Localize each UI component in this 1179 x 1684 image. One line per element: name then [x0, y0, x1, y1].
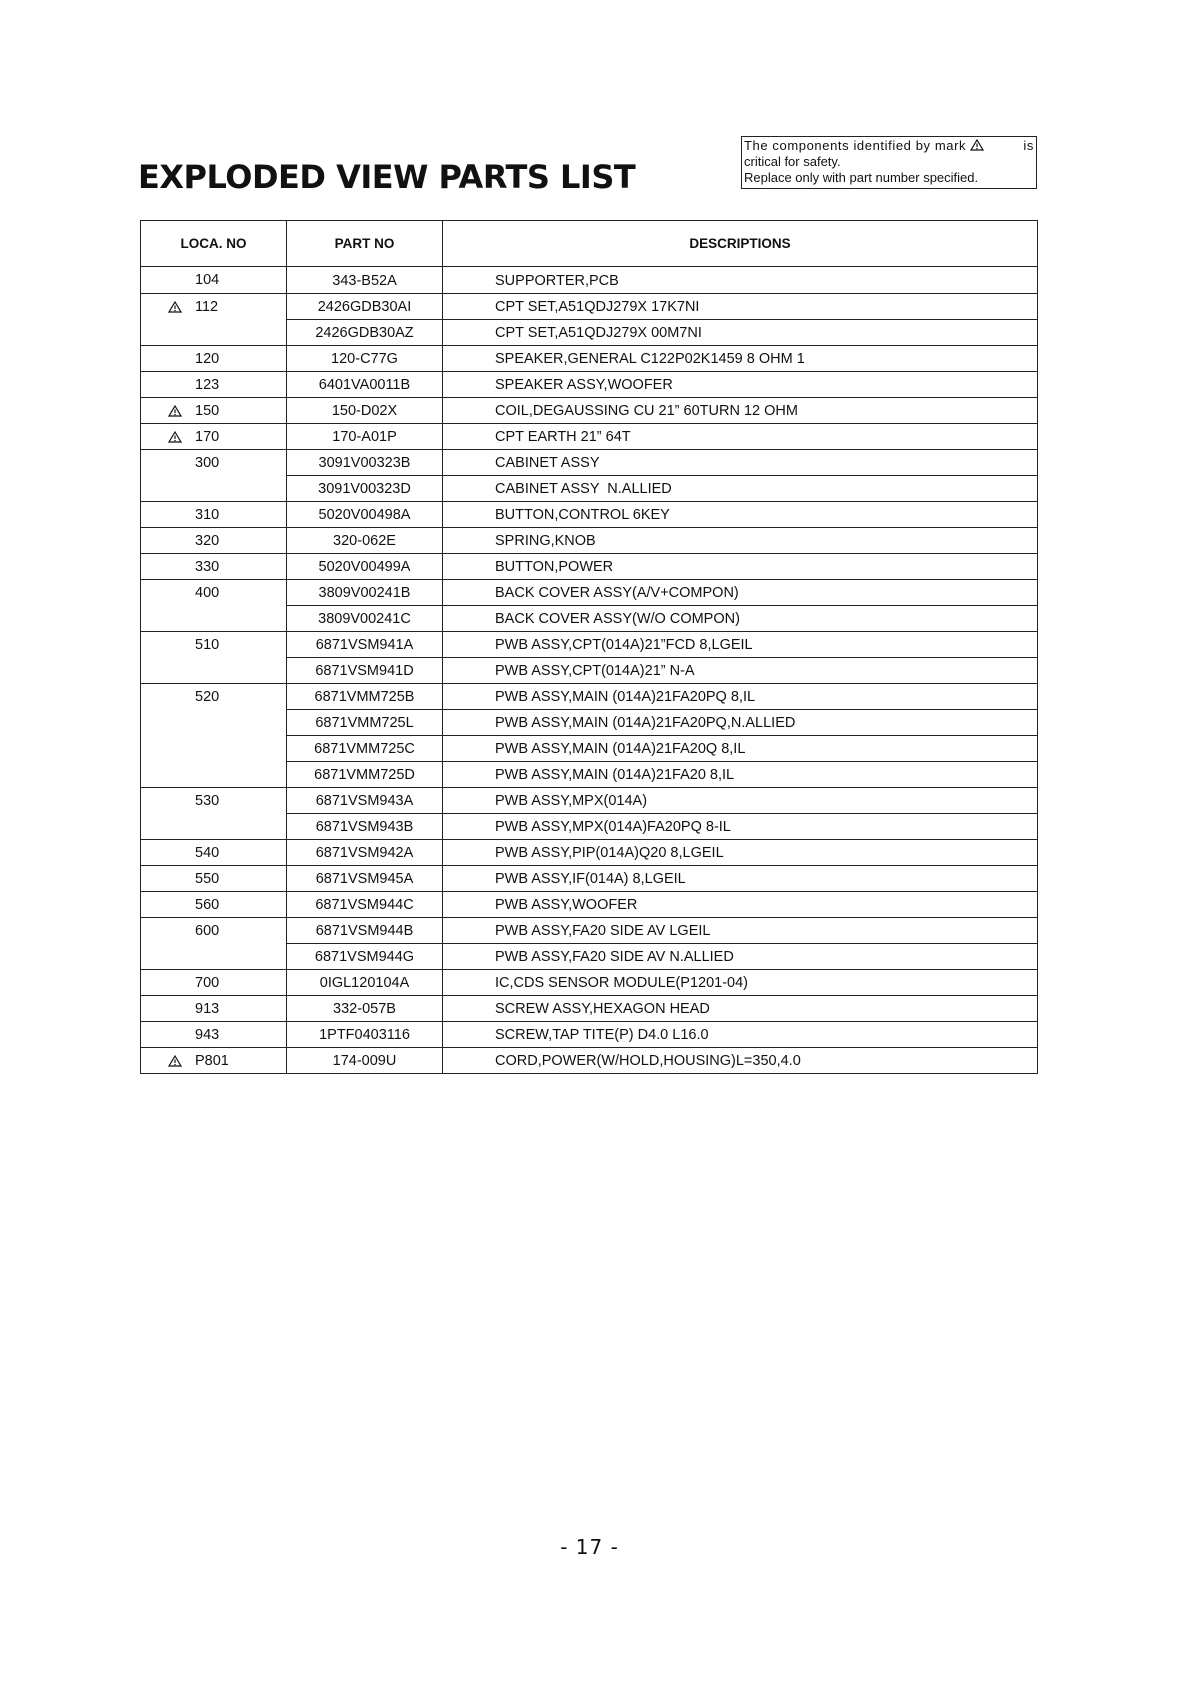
- table-row: [141, 762, 1038, 788]
- loca-no-text: 150: [195, 403, 220, 419]
- loca-no-text: 120: [195, 351, 220, 367]
- cell-description: CORD,POWER(W/HOLD,HOUSING)L=350,4.0: [443, 1048, 1038, 1074]
- table-row: [141, 866, 1038, 892]
- header-part-no: PART NO: [287, 221, 443, 267]
- table-row: [141, 580, 1038, 606]
- table-row: [141, 372, 1038, 398]
- cell-description: BACK COVER ASSY(A/V+COMPON): [443, 580, 1038, 606]
- cell-part-no: 2426GDB30AI: [287, 294, 443, 320]
- cell-part-no: 2426GDB30AZ: [287, 320, 443, 346]
- cell-part-no: 6401VA0011B: [287, 372, 443, 398]
- cell-loca-no: [141, 1022, 287, 1048]
- table-header-row: [141, 221, 1038, 267]
- cell-description: PWB ASSY,PIP(014A)Q20 8,LGEIL: [443, 840, 1038, 866]
- cell-part-no: 6871VSM945A: [287, 866, 443, 892]
- cell-loca-no: [141, 398, 287, 424]
- cell-description: CPT SET,A51QDJ279X 17K7NI: [443, 294, 1038, 320]
- cell-loca-no: [141, 866, 287, 892]
- table-row: [141, 424, 1038, 450]
- loca-no-text: 112: [195, 299, 219, 315]
- notice-line-1-tail: is: [1023, 138, 1034, 153]
- warning-triangle-icon: [168, 404, 182, 420]
- cell-description: SPEAKER,GENERAL C122P02K1459 8 OHM 1: [443, 346, 1038, 372]
- header-loca-no: LOCA. NO: [141, 221, 287, 267]
- cell-description: SPRING,KNOB: [443, 528, 1038, 554]
- table-row: [141, 840, 1038, 866]
- cell-description: PWB ASSY,MPX(014A): [443, 788, 1038, 814]
- cell-part-no: 332-057B: [287, 996, 443, 1022]
- table-row: [141, 658, 1038, 684]
- cell-loca-no: [141, 294, 287, 320]
- cell-part-no: 6871VMM725B: [287, 684, 443, 710]
- cell-loca-no: [141, 346, 287, 372]
- page-number: - 17 -: [560, 1535, 619, 1559]
- cell-description: SCREW,TAP TITE(P) D4.0 L16.0: [443, 1022, 1038, 1048]
- cell-part-no: 174-009U: [287, 1048, 443, 1074]
- cell-part-no: 3091V00323B: [287, 450, 443, 476]
- table-row: [141, 554, 1038, 580]
- loca-no-text: 943: [195, 1027, 220, 1043]
- cell-description: PWB ASSY,MAIN (014A)21FA20 8,IL: [443, 762, 1038, 788]
- cell-loca-no: [141, 1048, 287, 1074]
- table-row: [141, 918, 1038, 944]
- cell-part-no: 6871VSM942A: [287, 840, 443, 866]
- cell-loca-no: [141, 372, 287, 398]
- cell-part-no: 1PTF0403116: [287, 1022, 443, 1048]
- cell-part-no: 6871VSM943A: [287, 788, 443, 814]
- cell-part-no: 320-062E: [287, 528, 443, 554]
- loca-no-text: 320: [195, 533, 220, 549]
- loca-no-text: 123: [195, 377, 220, 393]
- safety-notice: [741, 136, 1037, 189]
- cell-loca-no: [141, 528, 287, 554]
- cell-loca-no: [141, 267, 287, 294]
- table-row: [141, 320, 1038, 346]
- cell-description: PWB ASSY,FA20 SIDE AV LGEIL: [443, 918, 1038, 944]
- table-row: [141, 710, 1038, 736]
- table-row: [141, 736, 1038, 762]
- loca-no-text: 540: [195, 845, 220, 861]
- cell-loca-no: [141, 736, 287, 762]
- table-row: [141, 814, 1038, 840]
- cell-description: IC,CDS SENSOR MODULE(P1201-04): [443, 970, 1038, 996]
- cell-part-no: 120-C77G: [287, 346, 443, 372]
- table-row: [141, 528, 1038, 554]
- cell-description: PWB ASSY,IF(014A) 8,LGEIL: [443, 866, 1038, 892]
- notice-line-3: Replace only with part number specified.: [744, 170, 979, 185]
- loca-no-text: P801: [195, 1053, 229, 1069]
- loca-no-text: 560: [195, 897, 220, 913]
- cell-part-no: 6871VSM943B: [287, 814, 443, 840]
- cell-part-no: 3809V00241C: [287, 606, 443, 632]
- loca-no-text: 104: [195, 272, 220, 288]
- cell-part-no: 6871VMM725C: [287, 736, 443, 762]
- cell-loca-no: [141, 450, 287, 476]
- cell-loca-no: [141, 606, 287, 632]
- cell-description: PWB ASSY,MPX(014A)FA20PQ 8-IL: [443, 814, 1038, 840]
- loca-no-text: 913: [195, 1001, 220, 1017]
- table-row: [141, 346, 1038, 372]
- table-row: [141, 502, 1038, 528]
- table-row: [141, 996, 1038, 1022]
- cell-description: COIL,DEGAUSSING CU 21” 60TURN 12 OHM: [443, 398, 1038, 424]
- cell-part-no: 5020V00499A: [287, 554, 443, 580]
- cell-part-no: 6871VSM944C: [287, 892, 443, 918]
- cell-loca-no: [141, 476, 287, 502]
- cell-part-no: 6871VSM941D: [287, 658, 443, 684]
- cell-loca-no: [141, 632, 287, 658]
- cell-loca-no: [141, 944, 287, 970]
- cell-part-no: 5020V00498A: [287, 502, 443, 528]
- loca-no-text: 600: [195, 923, 220, 939]
- cell-description: CPT EARTH 21” 64T: [443, 424, 1038, 450]
- table-row: [141, 970, 1038, 996]
- cell-part-no: 3091V00323D: [287, 476, 443, 502]
- cell-part-no: 6871VSM944B: [287, 918, 443, 944]
- cell-loca-no: [141, 658, 287, 684]
- loca-no-text: 300: [195, 455, 220, 471]
- cell-description: CPT SET,A51QDJ279X 00M7NI: [443, 320, 1038, 346]
- cell-loca-no: [141, 814, 287, 840]
- warning-triangle-icon: [168, 300, 182, 316]
- cell-description: PWB ASSY,MAIN (014A)21FA20Q 8,IL: [443, 736, 1038, 762]
- loca-no-text: 170: [195, 429, 220, 445]
- table-row: [141, 294, 1038, 320]
- cell-loca-no: [141, 580, 287, 606]
- cell-loca-no: [141, 970, 287, 996]
- cell-part-no: 6871VMM725D: [287, 762, 443, 788]
- warning-triangle-icon: [168, 430, 182, 446]
- loca-no-text: 510: [195, 637, 220, 653]
- table-row: [141, 684, 1038, 710]
- table-row: [141, 476, 1038, 502]
- parts-table: [140, 220, 1038, 1074]
- cell-loca-no: [141, 424, 287, 450]
- cell-part-no: 0IGL120104A: [287, 970, 443, 996]
- cell-part-no: 6871VSM941A: [287, 632, 443, 658]
- cell-description: CABINET ASSY N.ALLIED: [443, 476, 1038, 502]
- cell-loca-no: [141, 840, 287, 866]
- cell-description: PWB ASSY,WOOFER: [443, 892, 1038, 918]
- cell-description: PWB ASSY,CPT(014A)21”FCD 8,LGEIL: [443, 632, 1038, 658]
- cell-description: PWB ASSY,MAIN (014A)21FA20PQ 8,IL: [443, 684, 1038, 710]
- cell-part-no: 343-B52A: [287, 267, 443, 294]
- cell-description: BUTTON,CONTROL 6KEY: [443, 502, 1038, 528]
- cell-part-no: 170-A01P: [287, 424, 443, 450]
- table-row: [141, 788, 1038, 814]
- cell-description: PWB ASSY,CPT(014A)21” N-A: [443, 658, 1038, 684]
- table-row: [141, 450, 1038, 476]
- warning-triangle-icon: [168, 1054, 182, 1070]
- table-row: [141, 632, 1038, 658]
- cell-description: BACK COVER ASSY(W/O COMPON): [443, 606, 1038, 632]
- cell-loca-no: [141, 996, 287, 1022]
- page-title: EXPLODED VIEW PARTS LIST: [138, 158, 636, 196]
- cell-loca-no: [141, 710, 287, 736]
- warning-triangle-icon: [970, 139, 984, 151]
- cell-loca-no: [141, 918, 287, 944]
- cell-part-no: 150-D02X: [287, 398, 443, 424]
- cell-description: BUTTON,POWER: [443, 554, 1038, 580]
- cell-loca-no: [141, 684, 287, 710]
- loca-no-text: 700: [195, 975, 220, 991]
- loca-no-text: 400: [195, 585, 220, 601]
- cell-loca-no: [141, 892, 287, 918]
- loca-no-text: 310: [195, 507, 220, 523]
- table-row: [141, 398, 1038, 424]
- cell-part-no: 6871VMM725L: [287, 710, 443, 736]
- table-row: [141, 1048, 1038, 1074]
- cell-description: PWB ASSY,FA20 SIDE AV N.ALLIED: [443, 944, 1038, 970]
- cell-loca-no: [141, 502, 287, 528]
- table-row: [141, 1022, 1038, 1048]
- notice-line-1: The components identified by mark: [744, 138, 967, 153]
- header-descriptions: DESCRIPTIONS: [443, 221, 1038, 267]
- loca-no-text: 520: [195, 689, 220, 705]
- cell-description: SCREW ASSY,HEXAGON HEAD: [443, 996, 1038, 1022]
- table-row: [141, 267, 1038, 294]
- notice-line-2: critical for safety.: [744, 154, 841, 169]
- cell-loca-no: [141, 788, 287, 814]
- cell-loca-no: [141, 554, 287, 580]
- table-row: [141, 606, 1038, 632]
- table-row: [141, 892, 1038, 918]
- cell-loca-no: [141, 762, 287, 788]
- cell-description: PWB ASSY,MAIN (014A)21FA20PQ,N.ALLIED: [443, 710, 1038, 736]
- cell-description: SUPPORTER,PCB: [443, 267, 1038, 294]
- loca-no-text: 530: [195, 793, 220, 809]
- cell-description: SPEAKER ASSY,WOOFER: [443, 372, 1038, 398]
- cell-part-no: 3809V00241B: [287, 580, 443, 606]
- loca-no-text: 550: [195, 871, 220, 887]
- cell-loca-no: [141, 320, 287, 346]
- loca-no-text: 330: [195, 559, 220, 575]
- cell-part-no: 6871VSM944G: [287, 944, 443, 970]
- table-row: [141, 944, 1038, 970]
- cell-description: CABINET ASSY: [443, 450, 1038, 476]
